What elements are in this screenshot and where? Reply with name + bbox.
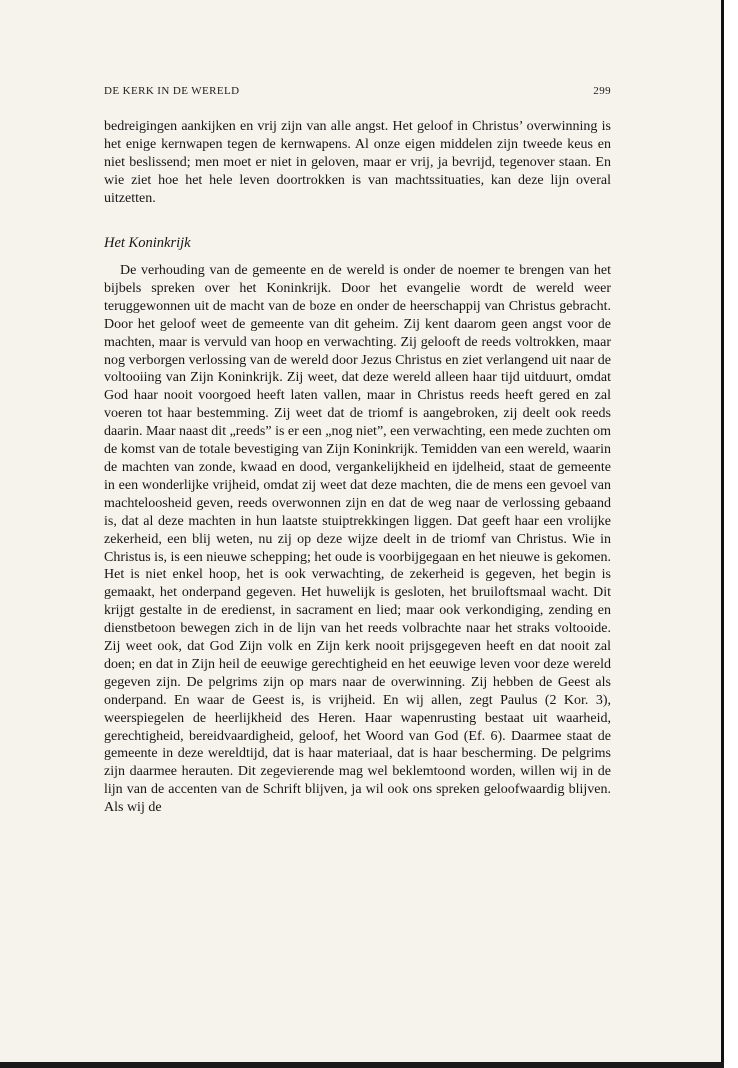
page-number: 299 xyxy=(593,85,611,97)
paragraph-continuation: bedreigingen aankijken en vrij zijn van alle angst. Het geloof in Christus’ overwinning is het enige kernwapen tegen de kernwapens. Al onze eigen middelen zijn tweede keus en niet beslissend; men moet er niet in geloven, maar er vrij, ja bevrijd, tegenover staan. En wie ziet hoe het hele leven doortrokken is van machtssituaties, kan deze lijn overal uitzetten. xyxy=(104,119,611,206)
running-head-title: DE KERK IN DE WERELD xyxy=(104,85,240,97)
page-edge-bottom xyxy=(0,1062,724,1068)
section-heading: Het Koninkrijk xyxy=(104,235,191,251)
paragraph-koninkrijk: De verhouding van de gemeente en de wereld is onder de noemer te brengen van het bijbels spreken over het Koninkrijk. Door het evangelie wordt de wereld weer teruggewonnen uit de macht van de boze en onder de heerschappij van Christus gebracht. Door het geloof weet de gemeente van dit geheim. Zij kent daarom geen angst voor de machten, maar is vervuld van hoop en verwachting. Zij gelooft de reeds voltrokken, maar nog verborgen verlossing van de wereld door Jezus Christus en ziet verlangend uit naar de voltooiing van Zijn Koninkrijk. Zij weet, dat deze wereld alleen haar tijd uitduurt, omdat God haar nooit voorgoed heeft laten vallen, maar in Christus reeds heeft gered en zal voeren tot haar bestemming. Zij weet dat de triomf is aangebroken, zij deelt ook reeds daarin. Maar naast dit „reeds” is er een „nog niet”, een verwachting, een mede zuchten om de komst van de totale bevestiging van Zijn Koninkrijk. Temidden van een wereld, waarin de machten van zonde, kwaad en dood, vergankelijkheid en ijdelheid, staat de gemeente in een wonderlijke vrijheid, omdat zij weet dat deze machten, die de mens een gevoel van machteloosheid geven, reeds overwonnen zijn en dat de weg naar de verlossing gebaand is, dat al deze machten in hun laatste stuiptrekkingen liggen. Dat geeft haar een vrolijke zekerheid, een blij weten, nu zij op deze wijze deelt in de triomf van Christus. Wie in Christus is, is een nieuwe schepping; het oude is voorbijgegaan en het nieuwe is gekomen. Het is niet enkel hoop, het is ook verwachting, de zekerheid is gegeven, het begin is gemaakt, het onderpand gegeven. Het huwelijk is gesloten, het bruiloftsmaal wacht. Dit krijgt gestalte in de eredienst, in sacrament en lied; maar ook verkondiging, zending en dienstbetoon bewegen zich in de lijn van het reeds volbrachte naar het straks voltooide. Zij weet ook, dat God Zijn volk en Zijn kerk nooit prijsgegeven heeft en dat nooit zal doen; en dat in Zijn heil de eeuwige gerechtigheid en het eeuwige leven voor deze wereld gegeven zijn. De pelgrims zijn op mars naar de overwinning. Zij hebben de Geest als onderpand. En waar de Geest is, is vrijheid. En wij allen, zegt Paulus (2 Kor. 3), weerspiegelen de heerlijkheid des Heren. Haar wapenrusting bestaat uit waarheid, gerechtigheid, bereidvaardigheid, geloof, het Woord van God (Ef. 6). Daarmee staat de gemeente in deze wereldtijd, dat is haar materiaal, dat is haar bescherming. De pelgrims zijn daarmee herauten. Dit zegevierende mag wel beklemtoond worden, willen wij in de lijn van de accenten van de Schrift blijven, ja wil ook ons spreken geloofwaardig blijven. Als wij de xyxy=(104,263,612,816)
page-edge-right xyxy=(721,0,724,1068)
